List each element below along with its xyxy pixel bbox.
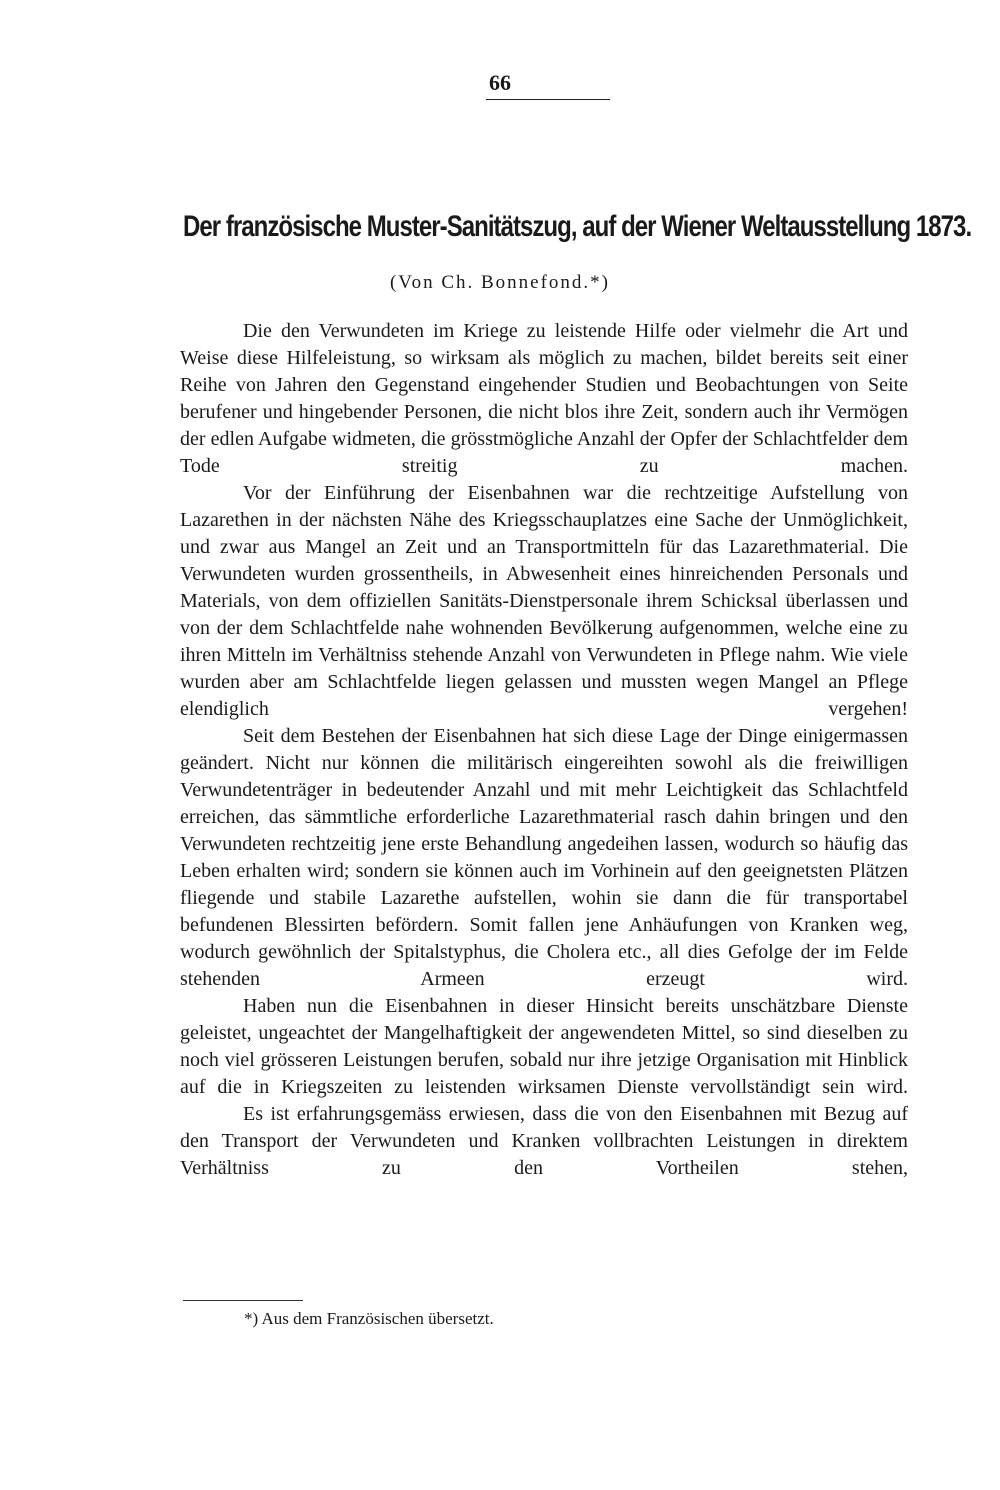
paragraph-3: Seit dem Bestehen der Eisenbahnen hat sich diese Lage der Dinge einigermassen geändert. Nicht nur können die militärisch eingereihten sowohl als die freiwilligen Verwundetenträger in bedeutender Anzahl und mit mehr Leichtigkeit das Schlachtfeld erreichen, das sämmtliche erforderliche Lazarethmaterial rasch dahin bringen und den Verwundeten rechtzeitig jene erste Behandlung angedeihen lassen, wodurch so häufig das Leben erhalten wird; sondern sie können auch im Vorhinein auf den geeignetsten Plätzen fliegende und stabile Lazarethe aufstellen, wohin sie dann die für transportabel befundenen Blessirten befördern. Somit fallen jene Anhäufungen von Kranken weg, wodurch gewöhnlich der Spitalstyphus, die Cholera etc., all dies Gefolge der im Felde stehenden Armeen erzeugt wird. bbox=[180, 725, 908, 990]
paragraph-2: Vor der Einführung der Eisenbahnen war die rechtzeitige Aufstellung von Lazarethen in der nächsten Nähe des Kriegsschauplatzes eine Sache der Unmöglichkeit, und zwar aus Mangel an Zeit und an Transportmitteln für das Lazarethmaterial. Die Verwundeten wurden grossentheils, in Abwesenheit eines hinreichenden Personals und Materials, von dem offiziellen Sanitäts-Dienstpersonale ihrem Schicksal überlassen und von der dem Schlachtfelde nahe wohnenden Bevölkerung aufgenommen, welche eine zu ihren Mitteln im Verhältniss stehende Anzahl von Verwundeten in Pflege nahm. Wie viele wurden aber am Schlachtfelde liegen gelassen und mussten wegen Mangel an Pflege elendiglich vergehen! bbox=[180, 482, 908, 720]
paragraph-5: Es ist erfahrungsgemäss erwiesen, dass die von den Eisenbahnen mit Bezug auf den Transport der Verwundeten und Kranken vollbrachten Leistungen in direktem Verhältniss zu den Vortheilen stehen, bbox=[180, 1103, 908, 1179]
paragraph-1: Die den Verwundeten im Kriege zu leistende Hilfe oder vielmehr die Art und Weise diese Hilfeleistung, so wirksam als möglich zu machen, bildet bereits seit einer Reihe von Jahren den Gegenstand eingehender Studien und Beobachtungen von Seite berufener und hingebender Personen, die nicht blos ihre Zeit, sondern auch ihr Vermögen der edlen Aufgabe widmeten, die grösstmögliche Anzahl der Opfer der Schlachtfelder dem Tode streitig zu machen. bbox=[180, 320, 908, 477]
author-line: (Von Ch. Bonnefond.*) bbox=[389, 272, 611, 293]
paragraph-4: Haben nun die Eisenbahnen in dieser Hinsicht bereits unschätzbare Dienste geleistet, ungeachtet der Mangelhaftigkeit der angewendeten Mittel, so sind dieselben zu noch viel grösseren Leistungen berufen, sobald nur ihre jetzige Organisation mit Hinblick auf die in Kriegszeiten zu leistenden wirksamen Dienste vervollständigt sein wird. bbox=[180, 995, 908, 1098]
footnote: *) Aus dem Französischen übersetzt. bbox=[244, 1309, 494, 1328]
footnote-divider bbox=[183, 1300, 303, 1301]
page-number-underline bbox=[486, 99, 610, 100]
article-title: Der französische Muster-Sanitätszug, auf der Wiener Weltausstellung 1873. bbox=[183, 210, 972, 243]
page-number: 66 bbox=[489, 70, 511, 95]
article-body bbox=[180, 318, 908, 1182]
